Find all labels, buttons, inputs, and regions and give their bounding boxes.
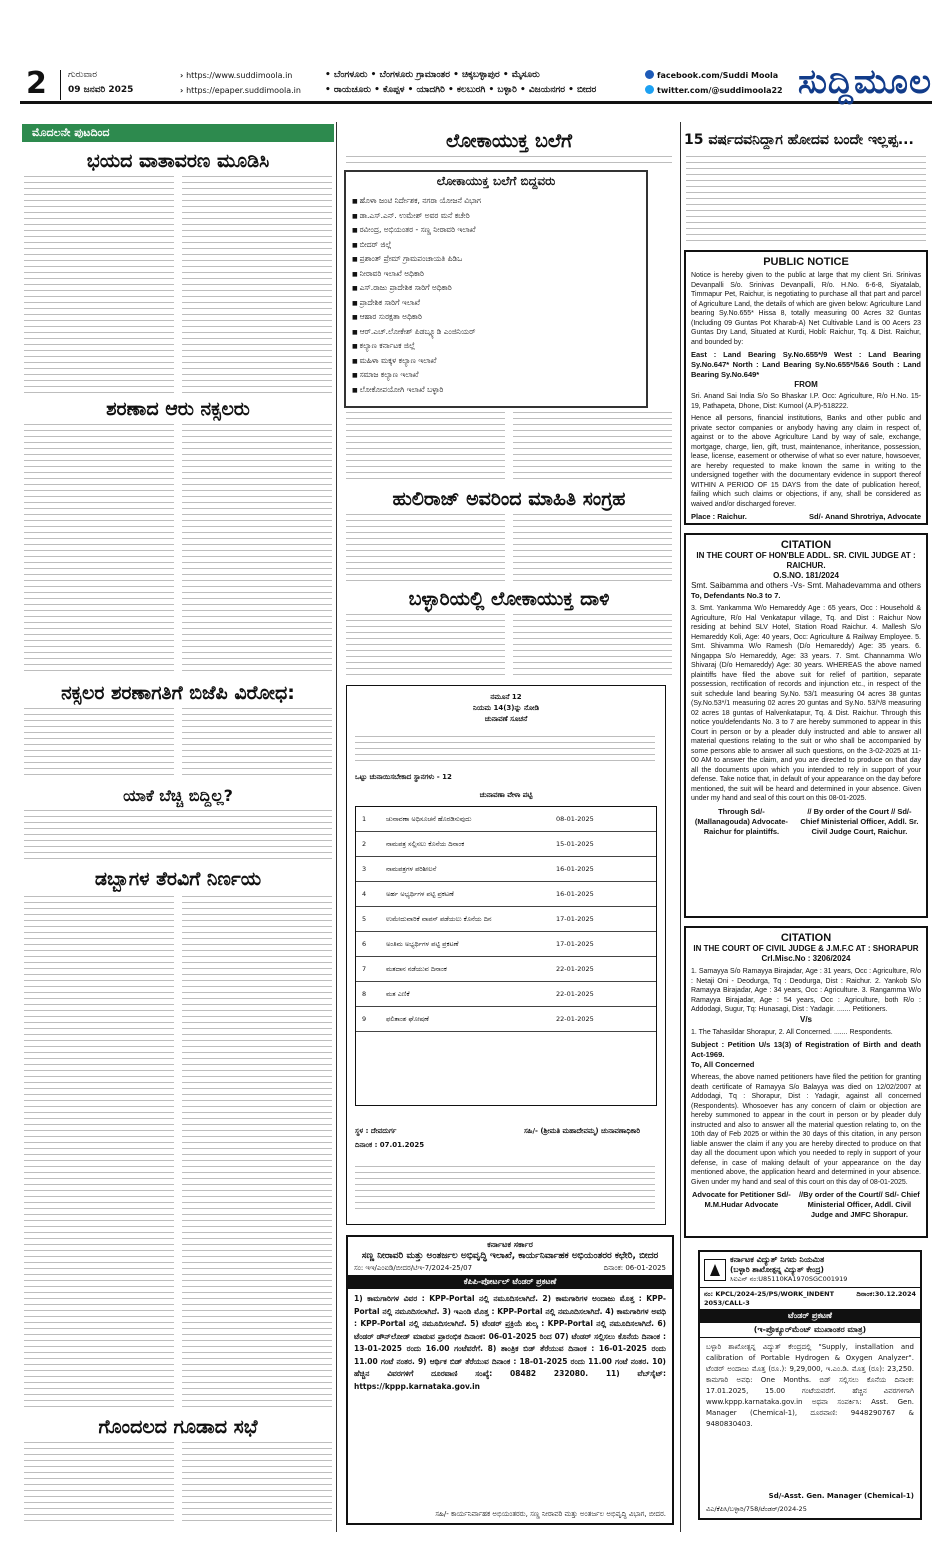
tender-govt: ಕರ್ನಾಟಕ ಸರ್ಕಾರ xyxy=(487,1240,533,1249)
notice-clause: Hence all persons, financial institutions, Banks and other public and private sector companies or anybody having any claim in respect of, against or to the above Agriculture Land by way of sale, exchange, mortgage, charge, lien, gift, trust, maintenance, inheritance, possession, lease, license, easement or otherwise of what so ever nature, howsoever, are hereby requested to make known the same in writing to the undersigned together with the documentary evidence in support thereof WITHIN A PERIOD OF 15 DAYS from the date of publication hereof, failing which such claims or objections, if any, shall be considered as waived and/or discharged forever. xyxy=(691,415,921,508)
headline-meeting: ಗೊಂದಲದ ಗೂಡಾದ ಸಭೆ xyxy=(98,1416,258,1438)
public-notice xyxy=(684,250,928,525)
twitter-link[interactable] xyxy=(645,83,783,98)
tender-ref-row xyxy=(348,1262,672,1275)
kpcl-cin: ಸಿಐಎನ್ ನಂ:U85110KA1970SGC001919 xyxy=(730,1275,848,1283)
notice-rule: ನಿಯಮ 14(3)ನ್ನು ನೋಡಿ xyxy=(472,704,540,712)
article-body xyxy=(24,1442,332,1522)
article-body xyxy=(24,176,332,394)
table-row: 9 ಫಲಿತಾಂಶ ಘೋಷಣೆ 22-01-2025 xyxy=(356,1007,656,1032)
citation-raichur xyxy=(684,533,928,918)
notice-place: Place : Raichur. xyxy=(691,512,747,521)
kpcl-band-sub: (ಇ-ಪ್ರೊಕ್ಯೂರ್‌ಮೆಂಟ್ ಮುಖಾಂತರ ಮಾತ್ರ) xyxy=(700,1323,920,1338)
arrested-officials-box xyxy=(344,170,648,408)
kpcl-footer: ವಿಎ/ಕೆಪಿಸಿ/ಬಳ್ಳಾರಿ/758/ಟೆಂಡರ್/2024-25 xyxy=(706,1505,807,1513)
website-links xyxy=(180,68,301,98)
column-rule xyxy=(680,122,681,1532)
kpcl-plant: (ಬಳ್ಳಾರಿ ಶಾಖೋತ್ಪನ್ನ ವಿದ್ಯುತ್ ಕೇಂದ್ರ) xyxy=(730,1265,824,1274)
cities-line-1: • ಬೆಂಗಳೂರು • ಬೆಂಗಳೂರು ಗ್ರಾಮಾಂತರ • ಚಿಕ್ಕಬಳ್ಳಾಪುರ • ಮೈಸೂರು xyxy=(325,70,540,80)
notice-from: FROM xyxy=(794,380,818,389)
citation-body: Whereas, the above named petitioners have filed the petition for granting death certificate of Ramayya S/o Balayya was died on 12/02/2007 at Addodagi, Tq : Shorapur, Dist : Yadagir, against all concerned (Respondents). Whosoever has any concern of claim or objection are hereby summoned to appear in the court in person or by pleader duly instructed and also to answer all the material question relating to, on the 10th day of Feb 2025 or within the 30 days of this citation, in any person liable answer the claim if any you are hereby directed to produce on that day all the document upon which you needed to reply in support of your defense, in case of making default of your appearance on the day mentioned above, the application heard and determined in your absence. Given under my hand and seal of this court on this day of 08-01-2025. xyxy=(691,1074,921,1186)
citation-shorapur xyxy=(684,926,928,1238)
edition-cities xyxy=(325,68,596,98)
notice-title: PUBLIC NOTICE xyxy=(763,256,849,268)
epaper-link[interactable]: › https://epaper.suddimoola.in xyxy=(180,83,301,98)
headline-stalls: ಡಬ್ಬಾಗಳ ತೆರವಿಗೆ ನಿರ್ಣಯ xyxy=(94,868,262,890)
list-item: ■ ಪ್ರಶಾಂತ್ ಪ್ರೇಮ್ ಗ್ರಾಮಪಂಚಾಯತಿ ಪಿಡಿಒ xyxy=(352,252,640,267)
advocate-signature: Advocate for Petitioner Sd/- M.M.Hudar Advocate xyxy=(692,1190,791,1209)
headline-ballari-raid: ಬಳ್ಳಾರಿಯಲ್ಲಿ ಲೋಕಾಯುಕ್ತ ದಾಳಿ xyxy=(408,588,610,610)
headline-fear: ಭಯದ ವಾತಾವರಣ ಮೂಡಿಸಿ xyxy=(86,150,270,172)
table-row: 1 ಚುನಾವಣಾ ಅಧಿಸೂಚನೆ ಹೊರಡಿಸುವುದು 08-01-2025 xyxy=(356,807,656,832)
tender-band: ಕೆಪಿಪಿ-ಪೋರ್ಟಲ್ ಟೆಂಡರ್ ಪ್ರಕಟಣೆ xyxy=(348,1275,672,1289)
twitter-icon xyxy=(645,85,654,94)
citation-subject: Subject : Petition U/s 13(3) of Registration of Birth and death Act-1969. xyxy=(691,1040,921,1059)
article-body xyxy=(346,614,672,678)
schedule-table xyxy=(355,806,657,1106)
headline-surrender: ಶರಣಾದ ಆರು ನಕ್ಸಲರು xyxy=(106,398,250,420)
list-item: ■ ಲೋಕೋಪಯೋಗಿ ಇಲಾಖೆ ಬಳ್ಳಾರಿ xyxy=(352,383,640,398)
facebook-icon xyxy=(645,70,654,79)
notice-place: ಸ್ಥಳ : ದೇವದುರ್ಗ xyxy=(355,1127,397,1135)
kpcl-company: ಕರ್ನಾಟಕ ವಿದ್ಯುತ್ ನಿಗಮ ನಿಯಮಿತ xyxy=(730,1255,825,1264)
kpcl-ref: ನಂ: KPCL/2024-25/PS/WORK_INDENT 2053/CALL-3 xyxy=(704,1290,835,1307)
twitter-handle: twitter.com/@suddimoola22 xyxy=(657,86,783,95)
list-item: ■ ಕಲ್ಯಾಣ ಕರ್ನಾಟಕ ಜಿಲ್ಲೆ xyxy=(352,339,640,354)
facebook-handle: facebook.com/Suddi Moola xyxy=(657,71,779,80)
headline-bjp-opposition: ನಕ್ಸಲರ ಶರಣಾಗತಿಗೆ ಬಿಜೆಪಿ ವಿರೋಧ: xyxy=(61,682,295,704)
election-notice xyxy=(346,685,666,1225)
date-label: 09 ಜನವರಿ 2025 xyxy=(68,85,134,95)
headline-hulirajs: ಹುಲಿರಾಜ್ ಅವರಿಂದ ಮಾಹಿತಿ ಸಂಗ್ರಹ xyxy=(392,488,626,510)
article-body xyxy=(24,708,332,780)
table-row: 2 ನಾಮಪತ್ರ ಸಲ್ಲಿಸಲು ಕೊನೆಯ ದಿನಾಂಕ 15-01-2025 xyxy=(356,832,656,857)
table-row: 3 ನಾಮಪತ್ರಗಳ ಪರಿಶೀಲನೆ 16-01-2025 xyxy=(356,857,656,882)
headline-15-years: 15 ವರ್ಷದವನಿದ್ದಾಗ ಹೋದವ ಬಂದೇ ಇಲ್ಲಪ್ಪ... xyxy=(684,132,914,148)
citation-to: To, Defendants No.3 to 7. xyxy=(691,591,781,600)
notice-bounds: East : Land Bearing Sy.No.655*/9 West : Land Bearing Sy.No.647* North : Land Bearing Sy.No.655*/5&6 South : Land Bearing Sy.No.649* xyxy=(691,350,921,379)
headline-why: ಯಾಕೆ ಬೆಚ್ಚಿ ಬಿದ್ದಿಲ್ಲ? xyxy=(123,786,233,805)
court-signature: // By order of the Court // Sd/- Chief Ministerial Officer, Addl. Sr. Civil Judge Court, Raichur. xyxy=(800,806,919,836)
citation-court: IN THE COURT OF CIVIL JUDGE & J.M.F.C AT : SHORAPUR xyxy=(693,944,919,953)
citation-vs: V/s xyxy=(799,1014,812,1024)
page-number: 2 xyxy=(26,66,47,101)
kpcl-ref-row xyxy=(700,1288,920,1309)
article-body xyxy=(686,156,926,242)
table-row: 8 ಮತ ಎಣಿಕೆ 22-01-2025 xyxy=(356,982,656,1007)
divider xyxy=(60,70,61,100)
kpcl-date: ದಿನಾಂಕ:30.12.2024 xyxy=(856,1290,916,1298)
tender-body: 1) ಕಾಮಗಾರಿಗಳ ವಿವರ : KPP-Portal ನಲ್ಲಿ ನಮೂದಿಸಲಾಗಿದೆ. 2) ಕಾಮಗಾರಿಗಳ ಅಂದಾಜು ಮೊತ್ತ : KPP-Portal ನಲ್ಲಿ ನಮೂದಿಸಲಾಗಿದೆ. 3) ಇಎಂಡಿ ಮೊತ್ತ : KPP-Portal ನಲ್ಲಿ ನಮೂದಿಸಲಾಗಿದೆ. 4) ಕಾಮಗಾರಿಗಳ ಅವಧಿ : KPP-Portal ನಲ್ಲಿ ನಮೂದಿಸಲಾಗಿದೆ. 5) ಟೆಂಡರ್ ಪ್ರಕ್ರಿಯೆ ಶುಲ್ಕ : KPP-Portal ನಲ್ಲಿ ನಮೂದಿಸಲಾಗಿದೆ. 6) ಟೆಂಡರ್ ಡೌನ್‌ಲೋಡ್ ಮಾಡುವ ಪ್ರಾರಂಭಿಕ ದಿನಾಂಕ: 06-01-2025 ರಿಂದ 07) ಟೆಂಡರ್ ಸಲ್ಲಿಸಲು ಕೊನೆಯ ದಿನಾಂಕ : 13-01-2025 ರಂದು 16.00 ಗಂಟೆವರೆಗೆ. 8) ತಾಂತ್ರಿಕ ಬಿಡ್ ತೆರೆಯುವ ದಿನಾಂಕ : 16-01-2025 ರಂದು 11.00 ಗಂಟೆ ನಂತರ. 9) ಆರ್ಥಿಕ ಬಿಡ್ ತೆರೆಯುವ ದಿನಾಂಕ : 18-01-2025 ರಂದು 11.00 ಗಂಟೆ ನಂತರ. 10) ಹೆಚ್ಚಿನ ವಿವರಗಳಿಗೆ ದೂರವಾಣಿ ಸಂಖ್ಯೆ: 08482 232080. 11) ವೆಬ್‌ಸೈಟ್: https://kppp.karnataka.gov.in xyxy=(354,1294,666,1391)
citation-respondent: 1. The Tahasildar Shorapur, 2. All Concerned. ....... Respondents. xyxy=(691,1028,893,1036)
notice-title: ಚುನಾವಣೆ ಸೂಚನೆ xyxy=(484,715,528,723)
advocate-signature: Through Sd/- (Mallanagouda) Advocate-Raichur for plaintiffs. xyxy=(694,806,788,836)
masthead xyxy=(20,64,932,104)
kpcl-signature: Sd/-Asst. Gen. Manager (Chemical-1) xyxy=(768,1492,914,1500)
article-body xyxy=(24,424,332,674)
court-signature: //By order of the Court// Sd/- Chief Ministerial Officer, Addl. Civil Judge and JMFC Shorapur. xyxy=(798,1190,920,1219)
list-item: ■ ಡಾ.ಎಸ್.ಎನ್. ಉಮೇಶ್ ಅವರ ಮನೆ ಕಚೇರಿ xyxy=(352,209,640,224)
article-body xyxy=(346,156,672,168)
article-body xyxy=(24,896,332,1411)
citation-body: 3. Smt. Yankamma W/o Hemareddy Age : 65 years, Occ : Household & Agriculture, R/o Hal Venkatapur village, Tq. and Dist : Raichur Now residing at behind SLV Hotel, Station Road Raichur. 4. Mallesh S/o Hemareddy Koli, Age: 40 years, Occ: Agriculture & Railway Employee. 5. Smt. Shivamma W/o Ramesh (D/o Hemareddy) Age: 35 years. 6. Ningappa S/o Hemareddy, Age: 33 years. 7. Smt. Channamma W/o Shivaraj (D/o Hemareddy) Age: 30 years. WHEREAS the above named plaintiffs have filed the above suit for relief of partition, separate possession, rectification of records and injunction etc., in respect of the suit schedule land bearing Sy.No. 53/1 measuring 04 acres 38 guntas (Sy.No.53*/1 measuring 02 acres 20 guntas and Sy.No. 53/*/8 measuring 02 acres 18 guntas of Halvenkatapur, Tq. & Dist. Raichur. Through this notice you/defendants No. 3 to 7 are hereby summoned to appear in this Court in person or by a pleader duly instructed and able to answer all material questions relating to the suit or who shall be accompanied by some persons able to answer all such questions, on the 3-02-2025 at 11-00 AM to answer the claim, and you are directed to produce on that day all the documents upon which you intended to rely in support of your defense. Take notice that, in default of your appearance on the day before mentioned, the suit will be heard and determined in your absence. Given under my hand and seal of this court on this 08-01-2025. xyxy=(691,605,921,802)
table-row: 4 ಅರ್ಹ ಅಭ್ಯರ್ಥಿಗಳ ಪಟ್ಟಿ ಪ್ರಕಟಣೆ 16-01-2025 xyxy=(356,882,656,907)
table-row: 6 ಅಂತಿಮ ಅಭ್ಯರ್ಥಿಗಳ ಪಟ್ಟಿ ಪ್ರಕಟಣೆ 17-01-2025 xyxy=(356,932,656,957)
signatory-address xyxy=(784,522,921,525)
citation-title: CITATION xyxy=(780,539,832,551)
table-row: 5 ಉಮೇದುವಾರಿಕೆ ವಾಪಸ್ ಪಡೆಯಲು ಕೊನೆಯ ದಿನ 17-01-2025 xyxy=(356,907,656,932)
issue-date xyxy=(68,68,133,98)
cities-line-2: • ರಾಯಚೂರು • ಕೊಪ್ಪಳ • ಯಾದಗಿರಿ • ಕಲಬುರಗಿ • ಬಳ್ಳಾರಿ • ವಿಜಯನಗರ • ಬೀದರ xyxy=(325,85,597,95)
notice-place-date xyxy=(691,512,754,525)
list-item: ■ ಬೀದರ್ ಜಿಲ್ಲೆ xyxy=(352,238,640,253)
social-links xyxy=(645,68,783,98)
notice-body xyxy=(355,736,655,766)
section-label: ಮೊದಲನೇ ಪುಟದಿಂದ xyxy=(22,124,334,142)
schedule-title: ಚುನಾವಣಾ ವೇಳಾ ಪಟ್ಟಿ xyxy=(479,791,533,799)
notice-footer xyxy=(355,1166,655,1214)
citation-to: To, All Concerned xyxy=(691,1060,755,1069)
seat-total: ಒಟ್ಟು ಚುನಾಯಿಸಬೇಕಾದ ಸ್ಥಾನಗಳು - 12 xyxy=(355,773,452,781)
article-body xyxy=(346,412,672,482)
citation-signatures xyxy=(691,1190,921,1220)
day-label: ಗುರುವಾರ xyxy=(68,70,98,80)
citation-parties: Smt. Saibamma and others -Vs- Smt. Mahadevamma and others xyxy=(691,581,921,590)
officials-list xyxy=(352,194,640,397)
citation-court: IN THE COURT OF HON'BLE ADDL. SR. CIVIL JUDGE AT : RAICHUR. xyxy=(696,551,916,570)
tender-signature: ಸಹಿ/- ಕಾರ್ಯನಿರ್ವಾಹಕ ಅಭಿಯಂತರರು, ಸಣ್ಣ ನೀರಾವರಿ ಮತ್ತು ಅಂತರ್ಜಲ ಅಭಿವೃದ್ಧಿ ವಿಭಾಗ, ಬೀದರ. xyxy=(435,1510,666,1518)
tender-ref: ಸಂ: ಇಇ/ಎಂಐಡಿ/ಬೀದರ/ಟಿಇ-7/2024-25/07 xyxy=(354,1264,473,1272)
list-item: ■ ಆಹಾರ ಸುರಕ್ಷತಾ ಅಧಿಕಾರಿ xyxy=(352,310,640,325)
article-body xyxy=(24,810,332,860)
facebook-link[interactable] xyxy=(645,68,783,83)
kpcl-body: ಬಳ್ಳಾರಿ ಶಾಖೋತ್ಪನ್ನ ವಿದ್ಯುತ್ ಕೇಂದ್ರದಲ್ಲಿ "Supply, installation and calibration of Portable Hydrogen & Oxygen Analyzer". ಟೆಂಡರ್ ಅಂದಾಜು ಮೊತ್ತ (ರೂ.): 9,29,000, ಇ.ಎಂ.ಡಿ. ಮೊತ್ತ (ರೂ): 23,250. ಕಾಮಗಾರಿ ಅವಧಿ: One Months. ಬಿಡ್ ಸಲ್ಲಿಸಲು ಕೊನೆಯ ದಿನಾಂಕ: 17.01.2025, 15.00 ಗಂಟೆಯವರೆಗೆ. ಹೆಚ್ಚಿನ ವಿವರಗಳಿಗಾಗಿ www.kppp.karnataka.gov.in ಅಥವಾ ಸಂಪರ್ಕಿಸಿ: Asst. Gen. Manager (Chemical-1), ದೂರವಾಣಿ: 9448290767 & 9480830403. xyxy=(706,1343,914,1428)
kpp-tender-notice xyxy=(346,1235,674,1525)
citation-parties: 1. Samayya S/o Ramayya Birajadar, Age : 31 years, Occ : Agriculture, R/o : Netaji Oni - Deodurga, Tq : Deodurga, Dist : Raichur. 2. Yankob S/o Ramayya Birajadar, Age : 34 years, Occ : Agriculture. 3. Rangamma W/o Ramayya Birajadar, Age : 54 years, Occ : Agriculture, both R/o : Addodagi, Sugur, Tq: Hunasagi, Dist : Yadagir. ....... Petitioners. xyxy=(691,968,921,1013)
notice-form: ನಮೂನೆ 12 xyxy=(490,693,522,701)
kpcl-logo-icon xyxy=(704,1259,726,1281)
citation-case: O.S.NO. 181/2024 xyxy=(773,571,839,580)
notice-from-body: Sri. Anand Sai India S/o So Bhaskar I.P. Occ: Agriculture, R/o H.No. 15-19, Pathapeta, Dhone, Dist: Kurnool (A.P)-518222. xyxy=(691,393,921,410)
tender-date: ದಿನಾಂಕ: 06-01-2025 xyxy=(603,1264,666,1272)
tender-office: ಸಣ್ಣ ನೀರಾವರಿ ಮತ್ತು ಅಂತರ್ಜಲ ಅಭಿವೃದ್ಧಿ ಇಲಾಖೆ, ಕಾರ್ಯನಿರ್ವಾಹಕ ಅಭಿಯಂತರರ ಕಛೇರಿ, ಬೀದರ xyxy=(361,1251,659,1261)
list-item: ■ ಹೊಳಾ ಜಂಟಿ ನಿರ್ದೇಶಕ, ನಗರಾ ಯೋಜನೆ ವಿಭಾಗ xyxy=(352,194,640,209)
list-item: ■ ಸಮಾಜ ಕಲ್ಯಾಣ ಇಲಾಖೆ xyxy=(352,368,640,383)
kpcl-title xyxy=(730,1255,916,1284)
table-row: 7 ಮತದಾನ ನಡೆಯುವ ದಿನಾಂಕ 22-01-2025 xyxy=(356,957,656,982)
column-rule xyxy=(336,122,337,1532)
kpcl-tender-notice xyxy=(698,1250,922,1520)
notice-body: Notice is hereby given to the public at large that my client Sri. Srinivas Devanpalli S/o. Srinivas Devanpalli, R/o. H.No. 6-6-8, Siyatalab, Timmapur Pet, Raichur, is negotiating to purchase all that part and parcel of Agriculture Land, the details of which are given below: Agriculture Land bearing Sy.No.655* Hissa 8, totally measuring 00 Acres 32 Guntas (Including 09 Guntas Pot Kharab-A) Net Cultivable Land is 00 Acers 23 Guntas Dry Land, Situated at Kurdi, Hobli: Raichur, Tq. & Dist. Raichur, and bounded by: xyxy=(691,272,921,346)
notice-signature: ಸಹಿ/- (ಶ್ರೀಮತಿ ಮಹಾದೇವಮ್ಮ) ಚುನಾವಣಾಧಿಕಾರಿ xyxy=(523,1127,641,1135)
citation-signatures xyxy=(691,807,921,837)
article-body xyxy=(346,514,672,582)
notice-signatory xyxy=(784,512,921,525)
list-item: ■ ಎಸ್.ರಾಜು ಪ್ರಾದೇಶಿಕ ಸಾರಿಗೆ ಅಧಿಕಾರಿ xyxy=(352,281,640,296)
notice-date xyxy=(691,522,754,525)
notice-footer xyxy=(691,512,921,525)
list-item: ■ ಪ್ರಾದೇಶಿಕ ಸಾರಿಗೆ ಇಲಾಖೆ xyxy=(352,296,640,311)
list-item: ■ ಮಹಿಳಾ ಮಕ್ಕಳ ಕಲ್ಯಾಣ ಇಲಾಖೆ xyxy=(352,354,640,369)
kpcl-band: ಟೆಂಡರ್ ಪ್ರಕಟಣೆ xyxy=(700,1309,920,1323)
headline-lokayukta: ಲೋಕಾಯುಕ್ತ ಬಲೆಗೆ xyxy=(445,130,573,152)
list-item: ■ ರವೀಂದ್ರ, ಅಭಿಯಂತರ - ಸಣ್ಣ ನೀರಾವರಿ ಇಲಾಖೆ xyxy=(352,223,640,238)
notice-date: ದಿನಾಂಕ : 07.01.2025 xyxy=(355,1141,425,1149)
citation-case: Crl.Misc.No : 3206/2024 xyxy=(761,954,851,963)
kpcl-header xyxy=(700,1252,920,1288)
list-item: ■ ಆರ್.ಎಚ್.ಲೋಕೇಶ್ ಪಿಡಬ್ಲ್ಯೂಡಿ ಎಂಜಿನಿಯರ್ xyxy=(352,325,640,340)
citation-title: CITATION xyxy=(780,932,832,944)
brand-logo: ಸುದ್ದಿಮೂಲ xyxy=(798,62,932,102)
signatory-name: Sd/- Anand Shrotriya, Advocate xyxy=(809,512,921,521)
website-link[interactable]: › https://www.suddimoola.in xyxy=(180,68,301,83)
box-title: ಲೋಕಾಯುಕ್ತ ಬಲೆಗೆ ಬಿದ್ದವರು xyxy=(436,174,556,188)
list-item: ■ ನೀರಾವರಿ ಇಲಾಖೆ ಅಧಿಕಾರಿ xyxy=(352,267,640,282)
